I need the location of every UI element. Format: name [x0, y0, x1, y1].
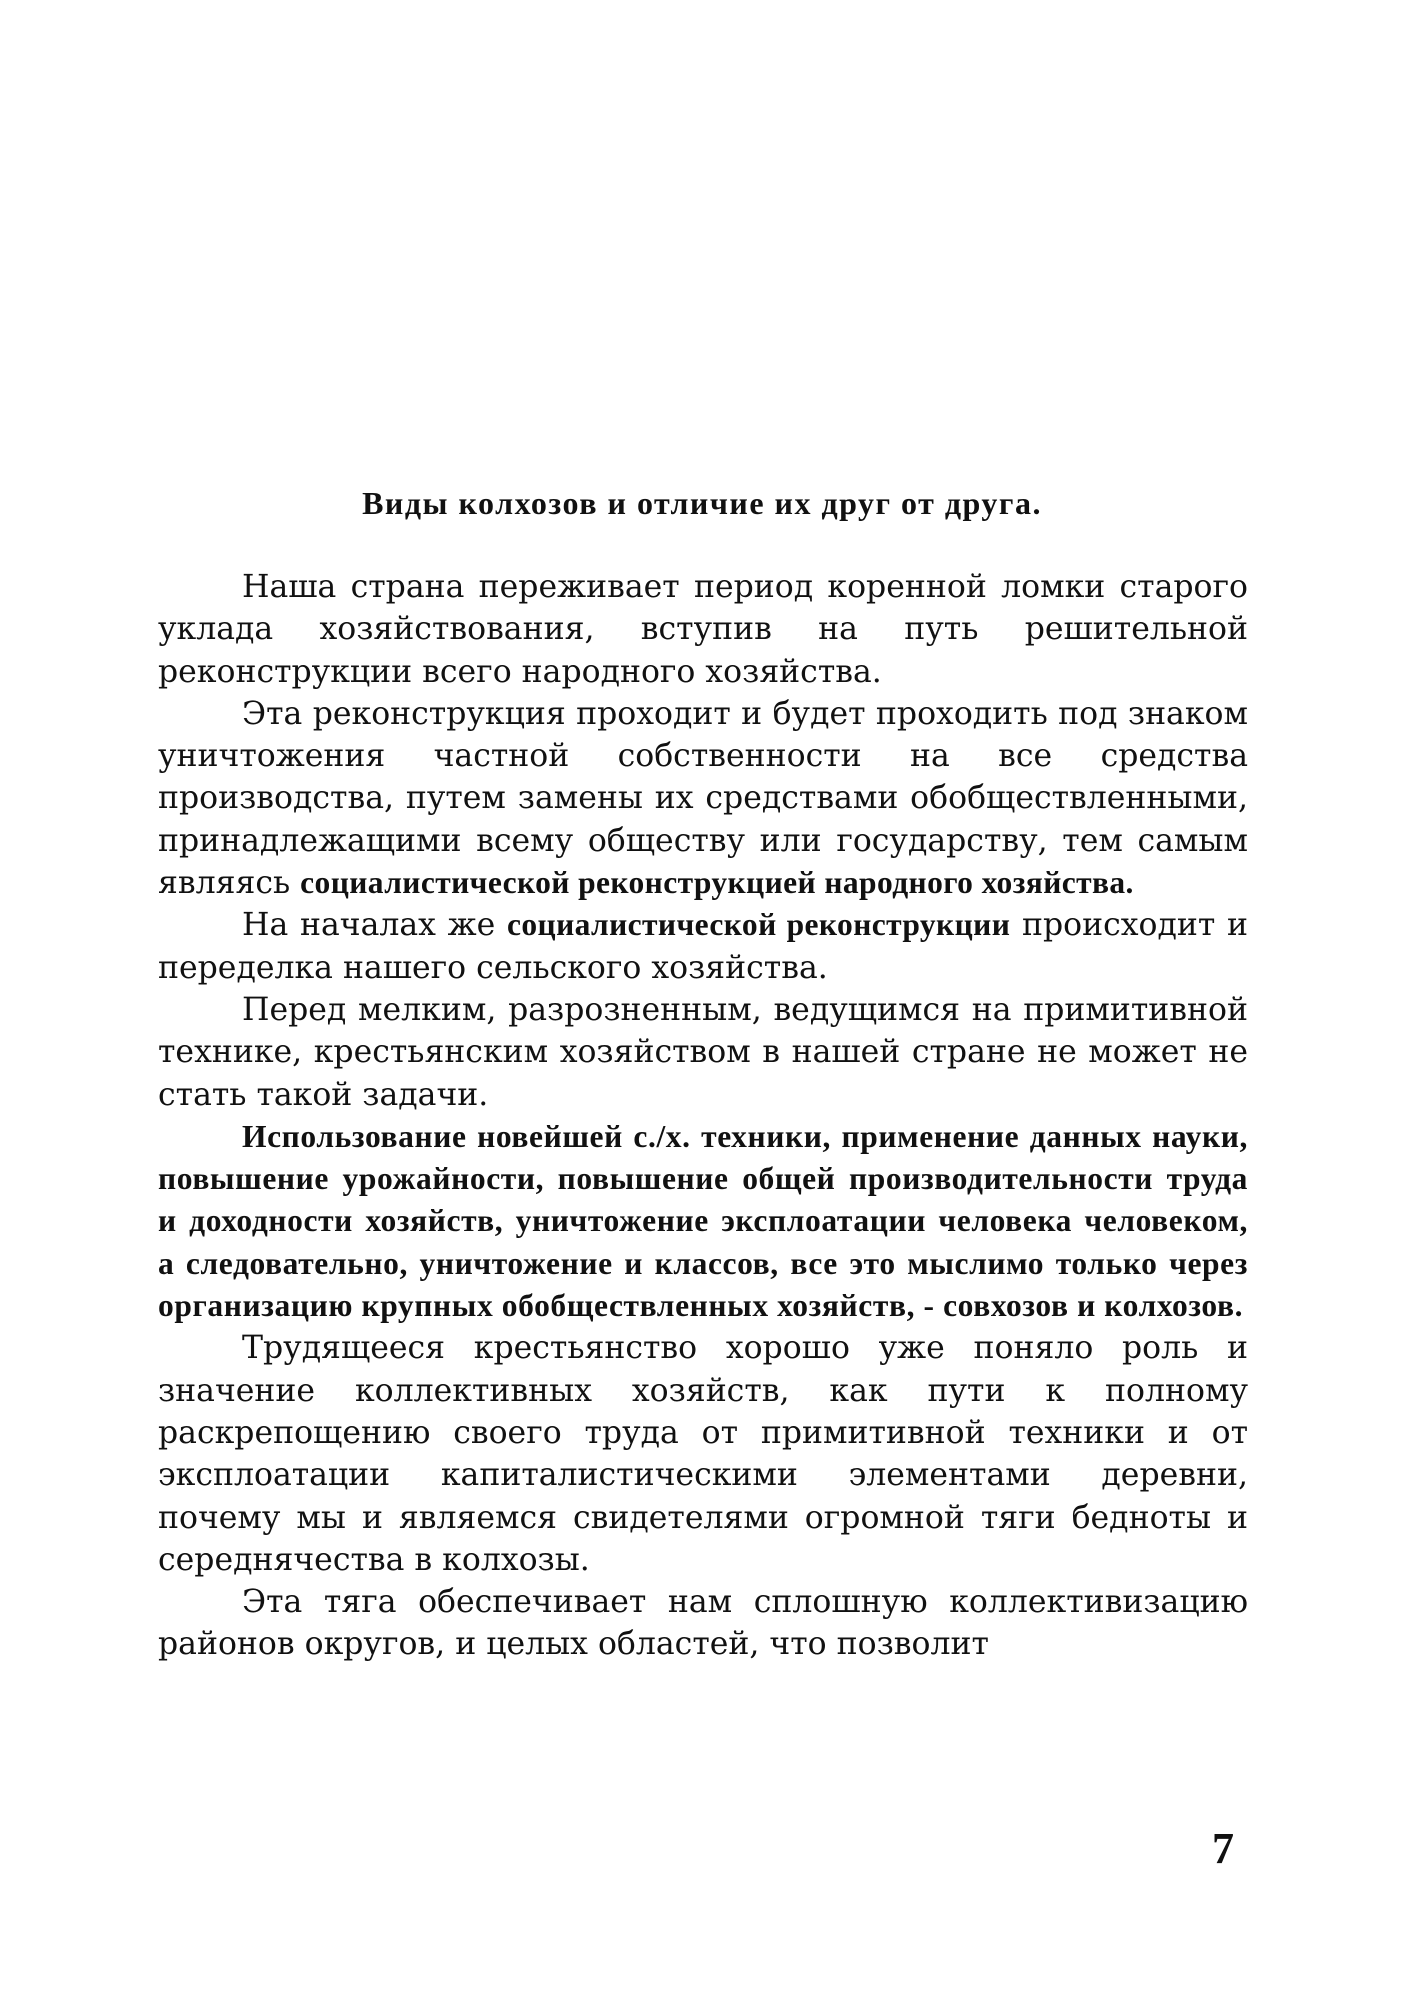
paragraph-text: Перед мелким, разрозненным, ведущимся на примитивной технике, крестьянским хозяйством в нашей стране не может не стать такой задачи. [158, 991, 1248, 1113]
bold-emphasis: социалистической реконструкции [507, 907, 1011, 943]
paragraph-4 [158, 989, 1248, 1116]
body-text [158, 566, 1248, 1666]
paragraph-6 [158, 1327, 1248, 1581]
bold-paragraph-text: Использование новейшей с./х. техники, применение данных науки, повышение урожайности, повышение общей производительности труда и доходности хозяйств, уничтожение эксплоатации человека человеком, а следовательно, уничтожение и классов, все это мыслимо только через организацию крупных обобществленных хозяйств, - совхозов и колхозов. [158, 1118, 1248, 1324]
paragraph-3 [158, 904, 1248, 989]
paragraph-2 [158, 693, 1248, 904]
paragraph-5-bold [158, 1116, 1248, 1327]
paragraph-text: Трудящееся крестьянство хорошо уже поняло роль и значение коллективных хозяйств, как пути к полному раскрепощению своего труда от примитивной техники и от эксплоатации капиталистическими элементами деревни, почему мы и являемся свидетелями огромной тяги бедноты и середнячества в колхозы. [158, 1330, 1248, 1578]
paragraph-text: Наша страна переживает период коренной ломки старого уклада хозяйствования, вступив на путь решительной реконструкции всего народного хозяйства. [158, 569, 1248, 690]
bold-emphasis: социалистической реконструкцией народного хозяйства. [300, 865, 1134, 901]
chapter-heading: Виды колхозов и отличие их друг от друга. [362, 485, 1042, 521]
paragraph-text: На началах же [242, 907, 507, 944]
paragraph-text: происходит и переделка нашего сельского хозяйства. [158, 907, 1249, 986]
paragraph-1 [158, 566, 1248, 693]
page-number: 7 [1212, 1824, 1234, 1873]
paragraph-text: Эта тяга обеспечивает нам сплошную коллективизацию районов округов, и целых областей, что позволит [158, 1584, 1248, 1663]
paragraph-7 [158, 1581, 1248, 1666]
paragraph-text: Эта реконструкция проходит и будет проходить под знаком уничтожения частной собственности на все средства производства, путем замены их средствами обобществленными, принадлежащими всему обществу или государству, тем самым являясь [158, 695, 1248, 902]
